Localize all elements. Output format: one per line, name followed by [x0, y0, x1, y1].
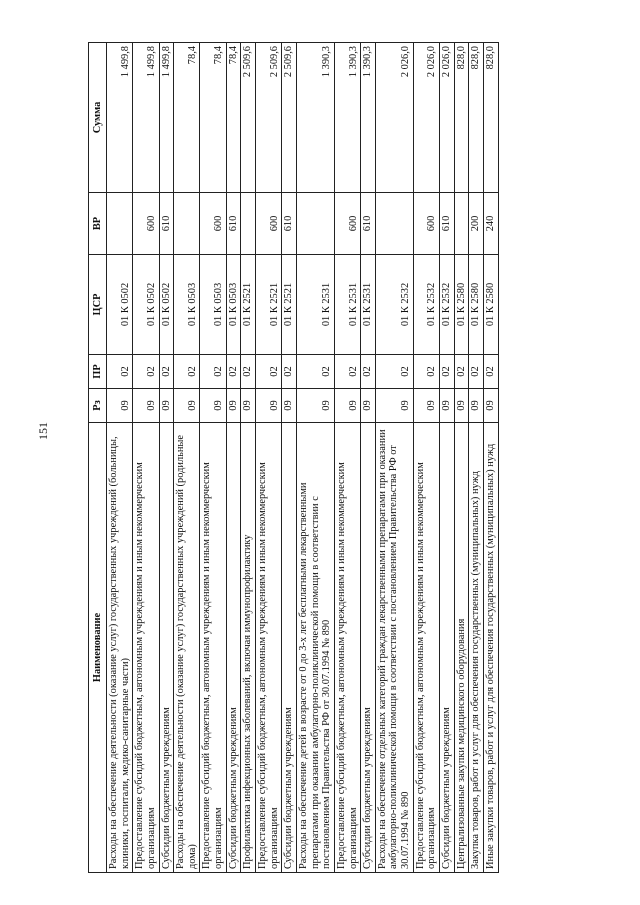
table-row	[296, 43, 334, 873]
row-vr: 240	[483, 193, 498, 255]
row-sum: 1 390,3	[296, 43, 334, 193]
row-name: Субсидии бюджетным учреждениям	[361, 423, 376, 873]
table-row	[361, 43, 376, 873]
row-pr: 02	[107, 355, 133, 389]
row-name: Профилактика инфекционных заболеваний, включая иммунопрофилактику	[241, 423, 256, 873]
row-rz: 09	[469, 389, 484, 423]
row-name: Централизованные закупки медицинского оборудования	[454, 423, 469, 873]
row-pr: 02	[159, 355, 174, 389]
row-vr	[296, 193, 334, 255]
table-header	[89, 43, 107, 873]
row-rz: 09	[413, 389, 439, 423]
row-rz: 09	[483, 389, 498, 423]
header-vr: ВР	[89, 193, 107, 255]
row-csr: 01 К 2580	[454, 255, 469, 355]
row-sum: 2 026,0	[440, 43, 455, 193]
row-name: Субсидии бюджетным учреждениям	[282, 423, 297, 873]
row-rz: 09	[133, 389, 159, 423]
row-pr: 02	[334, 355, 360, 389]
row-pr: 02	[200, 355, 226, 389]
row-pr: 02	[413, 355, 439, 389]
row-rz: 09	[361, 389, 376, 423]
row-name: Предоставление субсидий бюджетным, автономным учреждениям и иным некоммерческим организациям	[413, 423, 439, 873]
row-vr	[454, 193, 469, 255]
table-body	[107, 43, 499, 873]
table-row	[133, 43, 159, 873]
table-row	[469, 43, 484, 873]
table-row	[440, 43, 455, 873]
table-row	[375, 43, 413, 873]
table-row	[107, 43, 133, 873]
row-vr	[107, 193, 133, 255]
row-name: Предоставление субсидий бюджетным, автономным учреждениям и иным некоммерческим организациям	[133, 423, 159, 873]
row-pr: 02	[256, 355, 282, 389]
row-pr: 02	[483, 355, 498, 389]
row-name: Предоставление субсидий бюджетным, автономным учреждениям и иным некоммерческим организациям	[200, 423, 226, 873]
row-pr: 02	[454, 355, 469, 389]
row-rz: 09	[440, 389, 455, 423]
row-csr: 01 К 2531	[334, 255, 360, 355]
header-pr: ПР	[89, 355, 107, 389]
row-sum: 1 499,8	[159, 43, 174, 193]
row-vr: 600	[133, 193, 159, 255]
header-rz: Рз	[89, 389, 107, 423]
row-csr: 01 К 0503	[200, 255, 226, 355]
table-row	[334, 43, 360, 873]
header-sum: Сумма	[89, 43, 107, 193]
row-csr: 01 К 0503	[174, 255, 200, 355]
row-rz: 09	[107, 389, 133, 423]
row-vr	[375, 193, 413, 255]
row-sum: 1 390,3	[361, 43, 376, 193]
row-name: Субсидии бюджетным учреждениям	[226, 423, 241, 873]
table-row	[159, 43, 174, 873]
row-pr: 02	[174, 355, 200, 389]
row-csr: 01 К 2521	[241, 255, 256, 355]
row-name: Расходы на обеспечение деятельности (оказание услуг) государственных учреждений (больницы, клиники, госпитали, медико-санитарные части)	[107, 423, 133, 873]
table-row	[282, 43, 297, 873]
row-csr: 01 К 2521	[256, 255, 282, 355]
row-sum: 78,4	[226, 43, 241, 193]
row-pr: 02	[296, 355, 334, 389]
row-name: Расходы на обеспечение детей в возрасте от 0 до 3-х лет бесплатными лекарственными препаратами при оказании амбулаторно-поликлинической помощи в соответствии с постановлением Правительства РФ от 30.07.1994 № 890	[296, 423, 334, 873]
row-rz: 09	[159, 389, 174, 423]
row-name: Закупка товаров, работ и услуг для обеспечения государственных (муниципальных) нужд	[469, 423, 484, 873]
budget-table	[88, 42, 499, 873]
row-name: Иные закупки товаров, работ и услуг для обеспечения государственных (муниципальных) нужд	[483, 423, 498, 873]
row-vr: 600	[256, 193, 282, 255]
row-name: Расходы на обеспечение отдельных категорий граждан лекарственными препаратами при оказании амбулаторно-поликлинической помощи в соответствии с постановлением Правительства РФ от 30.07.1994 № 890	[375, 423, 413, 873]
table-row	[454, 43, 469, 873]
table-row	[413, 43, 439, 873]
row-name: Предоставление субсидий бюджетным, автономным учреждениям и иным некоммерческим организациям	[256, 423, 282, 873]
row-csr: 01 К 2532	[375, 255, 413, 355]
row-sum: 1 499,8	[107, 43, 133, 193]
row-vr: 600	[413, 193, 439, 255]
row-csr: 01 К 2532	[413, 255, 439, 355]
row-vr: 600	[334, 193, 360, 255]
row-pr: 02	[133, 355, 159, 389]
row-vr: 610	[226, 193, 241, 255]
row-csr: 01 К 2580	[469, 255, 484, 355]
row-pr: 02	[361, 355, 376, 389]
header-csr: ЦСР	[89, 255, 107, 355]
row-sum: 2 509,6	[241, 43, 256, 193]
row-sum: 2 026,0	[413, 43, 439, 193]
row-vr: 610	[282, 193, 297, 255]
row-vr: 600	[200, 193, 226, 255]
row-csr: 01 К 0502	[159, 255, 174, 355]
row-name: Субсидии бюджетным учреждениям	[440, 423, 455, 873]
row-csr: 01 К 2531	[296, 255, 334, 355]
row-rz: 09	[375, 389, 413, 423]
page-number: 151	[36, 422, 50, 440]
row-sum: 828,0	[469, 43, 484, 193]
row-csr: 01 К 2521	[282, 255, 297, 355]
budget-table-container	[88, 43, 616, 873]
row-csr: 01 К 2531	[361, 255, 376, 355]
row-pr: 02	[226, 355, 241, 389]
row-rz: 09	[282, 389, 297, 423]
row-csr: 01 К 0502	[133, 255, 159, 355]
table-row	[226, 43, 241, 873]
row-csr: 01 К 0503	[226, 255, 241, 355]
row-name: Расходы на обеспечение деятельности (оказание услуг) государственных учреждений (родильные дома)	[174, 423, 200, 873]
row-name: Предоставление субсидий бюджетным, автономным учреждениям и иным некоммерческим организациям	[334, 423, 360, 873]
table-row	[241, 43, 256, 873]
header-name: Наименование	[89, 423, 107, 873]
row-sum: 1 390,3	[334, 43, 360, 193]
row-pr: 02	[469, 355, 484, 389]
row-pr: 02	[375, 355, 413, 389]
row-vr	[241, 193, 256, 255]
row-sum: 2 509,6	[282, 43, 297, 193]
row-name: Субсидии бюджетным учреждениям	[159, 423, 174, 873]
row-pr: 02	[282, 355, 297, 389]
row-rz: 09	[241, 389, 256, 423]
row-csr: 01 К 2580	[483, 255, 498, 355]
row-sum: 828,0	[483, 43, 498, 193]
row-rz: 09	[454, 389, 469, 423]
row-rz: 09	[256, 389, 282, 423]
row-sum: 2 509,6	[256, 43, 282, 193]
table-row	[200, 43, 226, 873]
row-pr: 02	[440, 355, 455, 389]
row-rz: 09	[334, 389, 360, 423]
table-row	[483, 43, 498, 873]
row-sum: 78,4	[174, 43, 200, 193]
table-row	[174, 43, 200, 873]
table-row	[256, 43, 282, 873]
row-pr: 02	[241, 355, 256, 389]
row-csr: 01 К 2532	[440, 255, 455, 355]
row-sum: 2 026,0	[375, 43, 413, 193]
row-rz: 09	[226, 389, 241, 423]
row-rz: 09	[174, 389, 200, 423]
row-sum: 828,0	[454, 43, 469, 193]
row-rz: 09	[200, 389, 226, 423]
row-sum: 78,4	[200, 43, 226, 193]
row-vr	[174, 193, 200, 255]
row-csr: 01 К 0502	[107, 255, 133, 355]
row-rz: 09	[296, 389, 334, 423]
row-vr: 610	[361, 193, 376, 255]
row-sum: 1 499,8	[133, 43, 159, 193]
row-vr: 610	[440, 193, 455, 255]
row-vr: 200	[469, 193, 484, 255]
row-vr: 610	[159, 193, 174, 255]
